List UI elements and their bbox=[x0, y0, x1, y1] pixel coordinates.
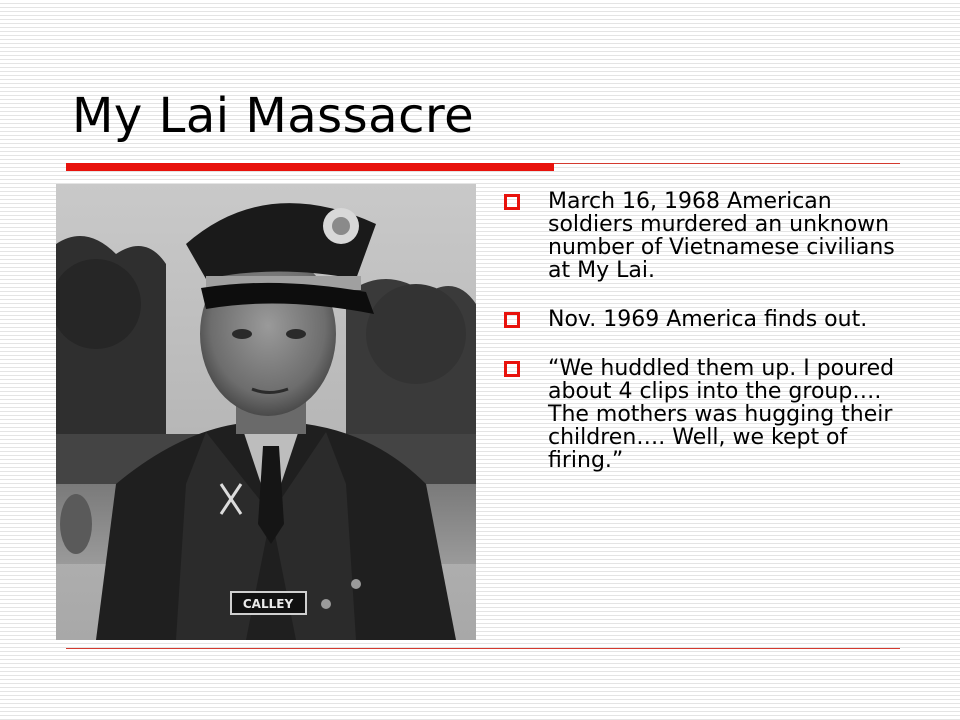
hollow-square-bullet-icon bbox=[504, 194, 520, 210]
bullet-text: “We huddled them up. I poured about 4 clips into the group…. The mothers was hugging their children…. Well, we kept of firing.” bbox=[548, 356, 895, 473]
bullet-item bbox=[504, 357, 900, 472]
soldier-portrait-photo bbox=[56, 184, 476, 640]
title-thin-rule bbox=[554, 163, 900, 164]
name-tag-text: CALLEY bbox=[242, 597, 294, 611]
portrait-illustration bbox=[56, 184, 476, 640]
bullet-item bbox=[504, 308, 900, 331]
slide-title: My Lai Massacre bbox=[72, 88, 475, 144]
bullet-list bbox=[504, 190, 900, 498]
bottom-rule bbox=[66, 648, 900, 649]
title-accent-rule bbox=[66, 163, 554, 171]
hollow-square-bullet-icon bbox=[504, 312, 520, 328]
bullet-item bbox=[504, 190, 900, 282]
bullet-text: March 16, 1968 American soldiers murdered an unknown number of Vietnamese civilians at My Lai. bbox=[548, 189, 895, 283]
hollow-square-bullet-icon bbox=[504, 361, 520, 377]
bullet-text: Nov. 1969 America finds out. bbox=[548, 307, 868, 332]
